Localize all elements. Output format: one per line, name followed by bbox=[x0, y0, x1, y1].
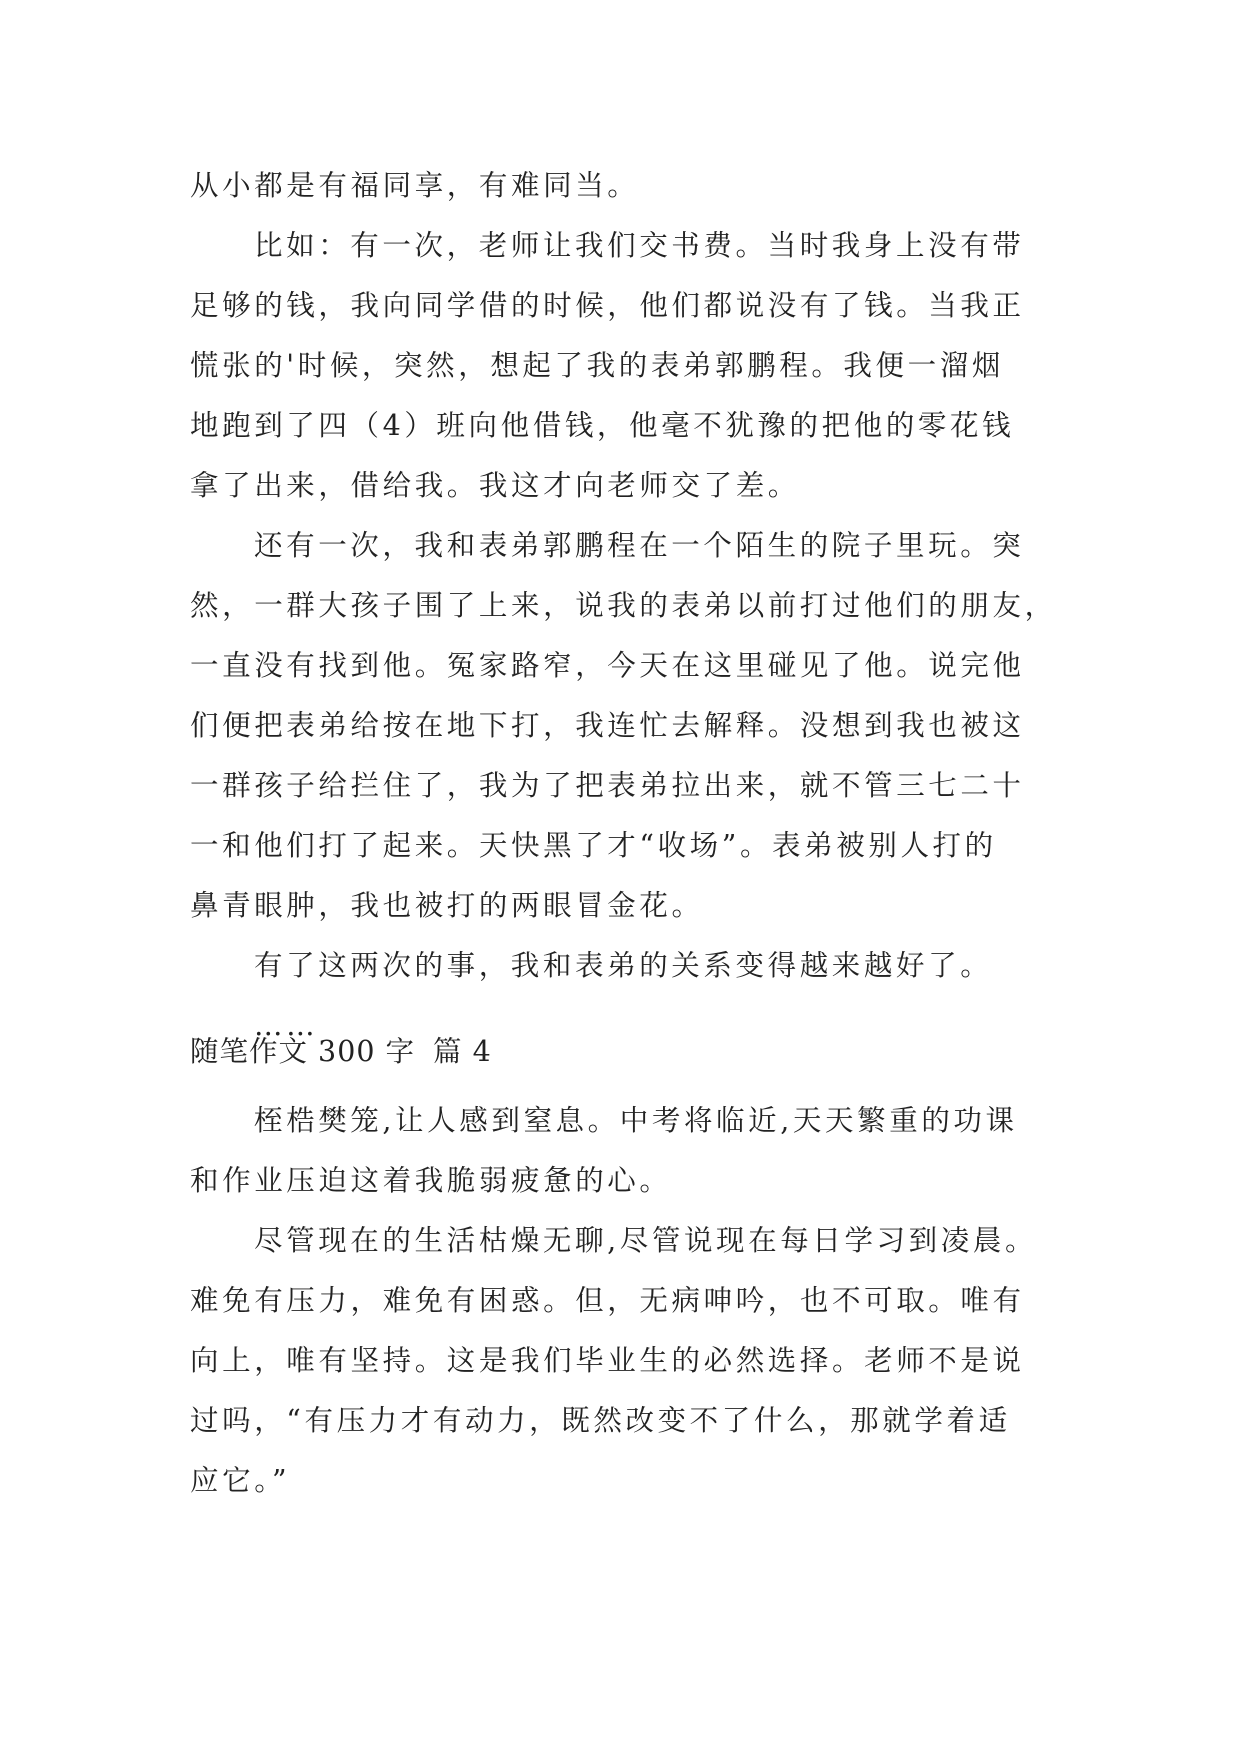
text-line: 慌张的'时候，突然，想起了我的表弟郭鹏程。我便一溜烟 bbox=[190, 349, 1004, 382]
text-line: 难免有压力，难免有困惑。但，无病呻吟，也不可取。唯有 bbox=[190, 1284, 1025, 1317]
text-line: 拿了出来，借给我。我这才向老师交了差。 bbox=[190, 469, 800, 502]
text-line: 比如：有一次，老师让我们交书费。当时我身上没有带 bbox=[254, 229, 1025, 262]
heading-title: 随笔作文 300 字 bbox=[190, 1035, 416, 1068]
essay-section-2 bbox=[190, 1091, 1052, 1511]
text-line: 足够的钱，我向同学借的时候，他们都说没有了钱。当我正 bbox=[190, 289, 1025, 322]
heading-number: 篇 4 bbox=[433, 1035, 492, 1068]
text-line: 一和他们打了起来。天快黑了才“收场”。表弟被别人打的 bbox=[190, 829, 997, 862]
text-line: 过吗，“有压力才有动力，既然改变不了什么，那就学着适 bbox=[190, 1404, 1011, 1437]
text-line: 从小都是有福同享，有难同当。 bbox=[190, 169, 640, 202]
ellipsis-line: …… bbox=[254, 1009, 319, 1042]
text-line: 还有一次，我和表弟郭鹏程在一个陌生的院子里玩。突 bbox=[254, 529, 1025, 562]
text-line: 向上，唯有坚持。这是我们毕业生的必然选择。老师不是说 bbox=[190, 1344, 1025, 1377]
text-line: 鼻青眼肿，我也被打的两眼冒金花。 bbox=[190, 889, 704, 922]
section-heading bbox=[190, 1022, 492, 1082]
text-line: 应它。” bbox=[190, 1464, 291, 1497]
text-line: 一直没有找到他。冤家路窄，今天在这里碰见了他。说完他 bbox=[190, 649, 1025, 682]
text-line: 有了这两次的事，我和表弟的关系变得越来越好了。 bbox=[254, 949, 993, 982]
essay-section-1 bbox=[190, 156, 1057, 1056]
text-line: 地跑到了四（4）班向他借钱，他毫不犹豫的把他的零花钱 bbox=[190, 409, 1015, 442]
text-line: 尽管现在的生活枯燥无聊,尽管说现在每日学习到凌晨。 bbox=[254, 1224, 1038, 1257]
text-line: 桎梏樊笼,让人感到窒息。中考将临近,天天繁重的功课 bbox=[254, 1104, 1018, 1137]
text-line: 和作业压迫这着我脆弱疲惫的心。 bbox=[190, 1164, 672, 1197]
text-line: 然，一群大孩子围了上来，说我的表弟以前打过他们的朋友， bbox=[190, 589, 1057, 622]
text-line: 们便把表弟给按在地下打，我连忙去解释。没想到我也被这 bbox=[190, 709, 1025, 742]
text-line: 一群孩子给拦住了，我为了把表弟拉出来，就不管三七二十 bbox=[190, 769, 1025, 802]
